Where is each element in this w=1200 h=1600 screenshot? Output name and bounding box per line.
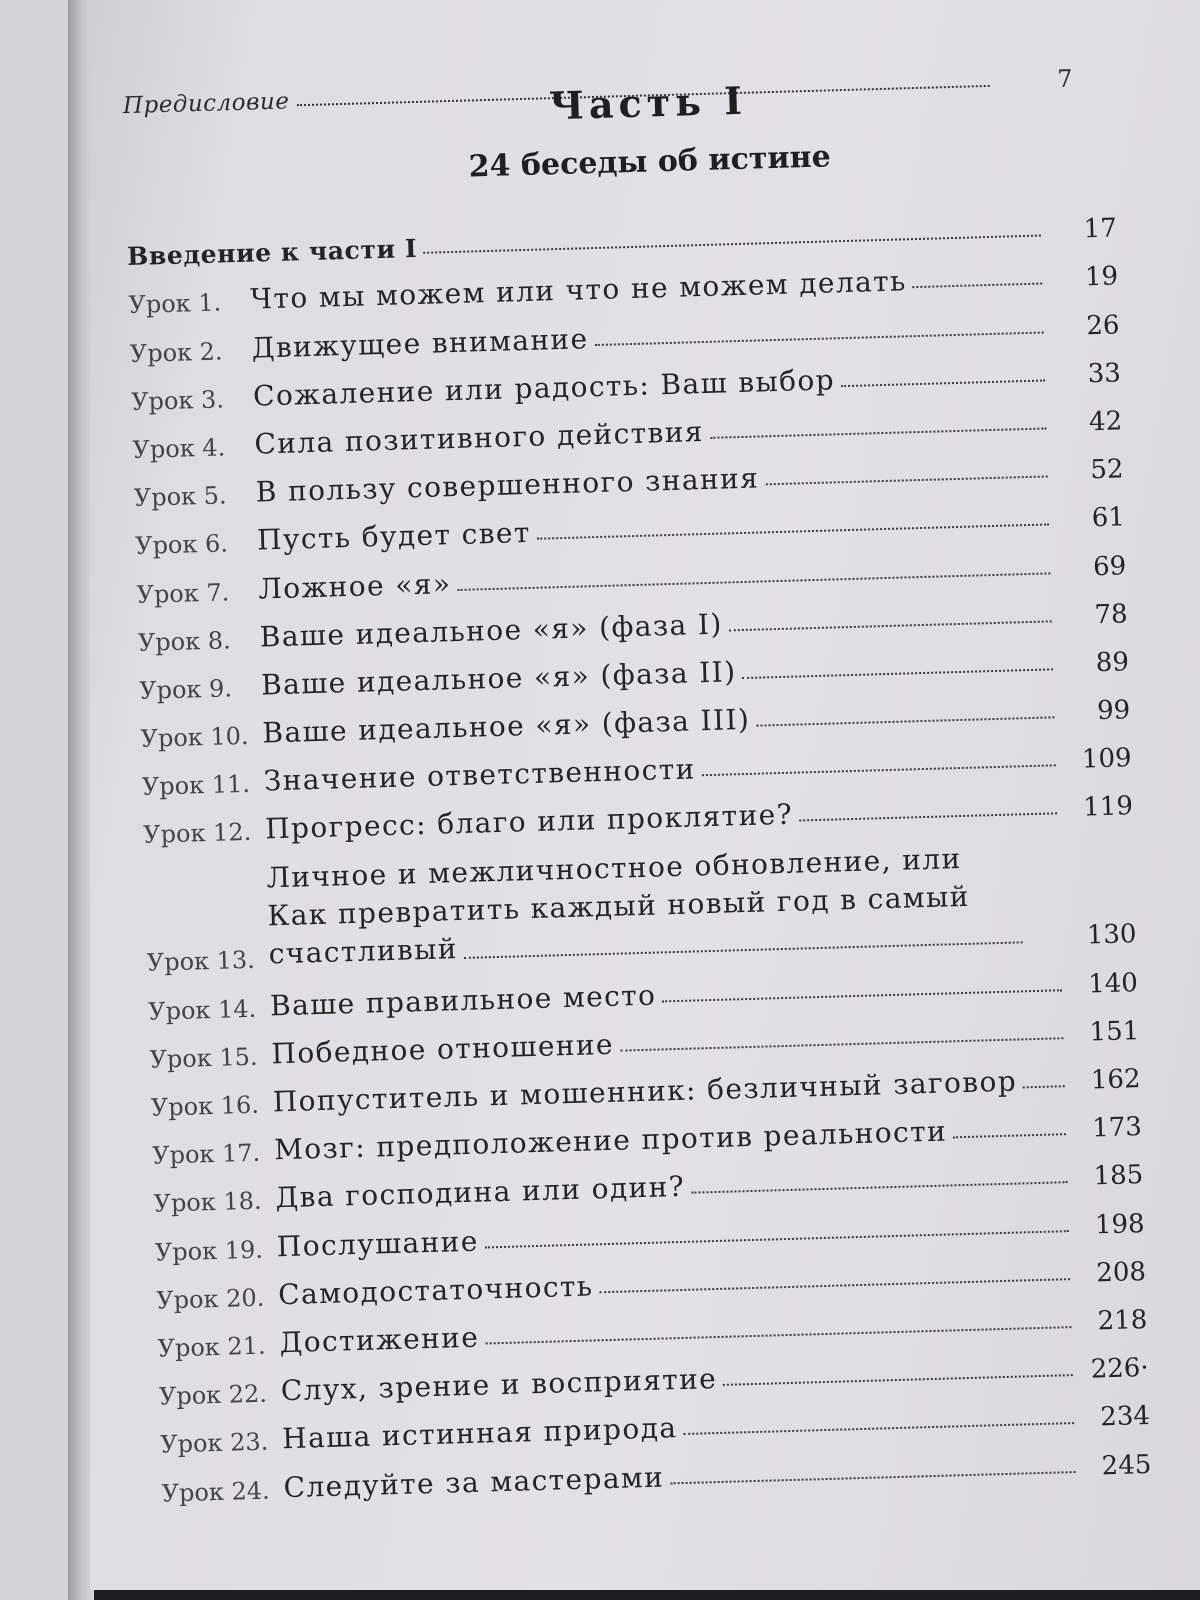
toc-entry-label: Урок 8. (137, 626, 232, 657)
toc-entry-page: 245 (1101, 1449, 1152, 1481)
toc-entry-label: Урок 1. (128, 288, 222, 320)
toc-entry-page: 218 (1097, 1304, 1148, 1337)
dot-leader (683, 1422, 1074, 1435)
toc-entry-label: Урок 6. (134, 529, 229, 561)
dot-leader (723, 1374, 1073, 1386)
toc-entry-title: Мозг: предположение против реальности (273, 1114, 948, 1167)
toc-entry-label: Урок 23. (159, 1427, 269, 1459)
toc-entry-page: 52 (1090, 454, 1124, 486)
toc-entry-title: Движущее внимание (251, 321, 589, 365)
dot-leader (841, 379, 1045, 387)
toc-entry-page: 42 (1088, 406, 1123, 438)
toc-entry-label: Урок 22. (158, 1379, 268, 1411)
toc-entry-label: Урок 9. (138, 674, 233, 705)
toc-entry-label: Урок 5. (133, 481, 227, 513)
toc-entry-title: Ваше идеальное «я» (фаза III) (262, 702, 751, 750)
dot-leader (729, 620, 1052, 631)
toc-entry-label: Урок 12. (142, 818, 252, 850)
toc-entry-label: Урок 14. (147, 994, 257, 1026)
toc-entry-title: Послушание (276, 1224, 480, 1263)
toc-entry-page: 226· (1090, 1353, 1150, 1385)
toc-entry-label: Урок 11. (141, 770, 251, 802)
toc-entry-page: 119 (1082, 791, 1134, 824)
running-head-title: Предисловие (122, 88, 290, 120)
table-of-contents (126, 195, 1151, 1507)
toc-entry-label: Урок 3. (130, 385, 225, 416)
dot-leader (913, 283, 1043, 289)
toc-entry-title: Наша истинная природа (281, 1411, 678, 1456)
toc-entry-title: Ваше правильное место (269, 978, 657, 1022)
toc-entry-title: В пользу совершенного знания (255, 461, 760, 509)
toc-entry-title-line: Личное и межличностное обновление, или (266, 842, 963, 895)
toc-entry-page: 151 (1089, 1015, 1140, 1048)
page-number: 7 (1056, 64, 1073, 94)
toc-entry-title: Прогресс: благо или проклятие? (264, 798, 794, 846)
toc-entry-page: 185 (1093, 1160, 1144, 1192)
toc-entry-title: Введение к части I (126, 234, 418, 272)
toc-entry-title-line: счастливый (268, 932, 459, 971)
toc-entry-page: 109 (1081, 743, 1133, 775)
toc-entry-label: Урок 24. (161, 1476, 271, 1508)
toc-entry-label: Урок 15. (149, 1042, 258, 1074)
part-subtitle: 24 беседы об истине (468, 139, 832, 185)
toc-entry-title: Пусть будет свет (256, 516, 532, 557)
dot-leader (670, 1471, 1075, 1484)
toc-entry-title: Что мы можем или что не можем делать (249, 264, 908, 317)
toc-entry-title: Ваше идеальное «я» (фаза I) (259, 607, 724, 654)
dot-leader (702, 765, 1056, 777)
toc-entry-page: 78 (1094, 598, 1128, 630)
toc-entry-page: 140 (1087, 967, 1139, 1000)
dot-leader (662, 989, 1062, 1002)
book-page (90, 0, 1200, 1590)
toc-entry-label: Урок 2. (129, 337, 223, 368)
toc-entry-label: Урок 21. (157, 1331, 266, 1363)
toc-entry-label: Урок 18. (153, 1187, 262, 1219)
dot-leader (691, 1182, 1067, 1195)
toc-entry-title: Следуйте за мастерами (283, 1460, 665, 1504)
toc-entry-page: 26 (1085, 309, 1120, 341)
toc-entry-page: 19 (1084, 261, 1119, 293)
toc-entry-label: Урок 4. (132, 433, 226, 464)
toc-entry-title: Сожаление или радость: Ваш выбор (252, 363, 836, 413)
toc-entry-page: 89 (1095, 647, 1130, 679)
toc-entry-page: 99 (1096, 695, 1131, 727)
toc-entry-label: Урок 17. (151, 1138, 261, 1170)
toc-entry-page: 17 (1083, 213, 1118, 245)
toc-entry-page: 234 (1099, 1401, 1151, 1433)
toc-entry-title: Достижение (279, 1320, 480, 1360)
toc-entry-page: 173 (1091, 1112, 1143, 1144)
toc-entry-page: 61 (1091, 502, 1126, 534)
dot-leader (743, 668, 1053, 679)
page-content (90, 0, 1200, 1589)
toc-entry-title: Значение ответственности (263, 752, 697, 798)
toc-entry-title: Ложное «я» (258, 566, 452, 606)
toc-entry-title-line: Как превратить каждый новый год в самый (267, 880, 971, 933)
toc-entry-label: Урок 20. (155, 1283, 265, 1315)
toc-entry-page: 198 (1094, 1208, 1145, 1240)
toc-entry-title: Два господина или один? (275, 1170, 686, 1215)
toc-entry-page: 130 (1086, 919, 1137, 951)
leader-spacer (1035, 943, 1061, 944)
toc-entry-label: Урок 13. (146, 946, 256, 978)
toc-entry-title: Победное отношение (271, 1027, 615, 1071)
dot-leader (1023, 1085, 1065, 1088)
toc-entry-title: Слух, зрение и восприятие (280, 1362, 718, 1408)
toc-entry-label: Урок 10. (140, 721, 249, 753)
toc-entry-label: Урок 19. (154, 1235, 264, 1267)
toc-entry-title-block (266, 839, 1029, 974)
toc-entry-page: 208 (1095, 1256, 1147, 1289)
dot-leader (953, 1133, 1066, 1138)
dot-leader (765, 476, 1047, 486)
toc-entry-label: Урок 16. (150, 1090, 260, 1122)
toc-entry-title: Сила позитивного действия (254, 414, 705, 461)
toc-entry-title: Самодостаточность (277, 1269, 594, 1311)
toc-entry-page: 69 (1092, 550, 1127, 582)
toc-entry-page: 33 (1087, 358, 1122, 390)
part-title: Часть I (548, 77, 748, 129)
toc-entry-title: Попуститель и мошенник: безличный заговор (272, 1064, 1018, 1119)
dot-leader (799, 813, 1057, 822)
toc-entry-label: Урок 7. (136, 577, 230, 609)
toc-entry-page: 162 (1090, 1064, 1141, 1096)
toc-entry-title: Ваше идеальное «я» (фаза II) (260, 655, 737, 702)
dot-leader (756, 716, 1054, 726)
dot-leader (710, 427, 1046, 438)
